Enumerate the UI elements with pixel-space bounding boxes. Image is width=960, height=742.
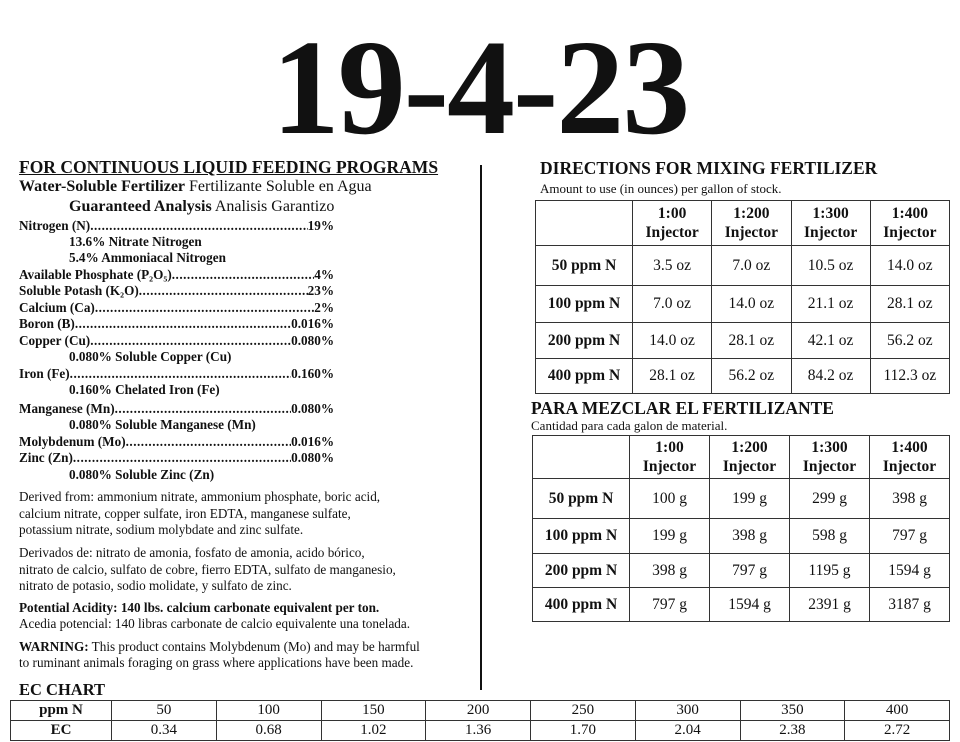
analysis-value: 0.080% — [291, 333, 334, 348]
analysis-en: Guaranteed Analysis — [69, 198, 212, 215]
column-header — [630, 436, 710, 479]
ratio-label: 1:00 — [657, 205, 687, 222]
ppm-cell: 200 — [426, 701, 531, 721]
analysis-row — [69, 250, 384, 266]
ec-cell: 0.68 — [216, 721, 321, 741]
row-label: EC — [11, 721, 112, 741]
amount-cell: 56.2 oz — [712, 359, 791, 394]
amount-cell: 199 g — [630, 519, 710, 554]
row-label: ppm N — [11, 701, 112, 721]
column-header — [712, 201, 791, 246]
dot-leader — [115, 401, 292, 417]
amount-cell: 28.1 oz — [870, 286, 949, 323]
analysis-label: Manganese (Mn) — [19, 401, 115, 416]
ratio-label: 1:00 — [655, 439, 684, 456]
ppm-cell: 250 — [531, 701, 636, 721]
amount-cell: 14.0 oz — [633, 323, 712, 359]
analysis-value: 0.016% — [291, 434, 334, 449]
table-row — [533, 554, 950, 588]
dot-leader — [172, 267, 314, 283]
analysis-value: 0.080% — [291, 450, 334, 465]
ratio-label: 1:200 — [731, 439, 768, 456]
analysis-row — [69, 234, 384, 250]
ppm-cell: 350 — [740, 701, 845, 721]
amount-cell: 797 g — [870, 519, 950, 554]
analysis-row — [19, 283, 334, 299]
analysis-value: 2% — [314, 300, 334, 315]
amount-cell: 56.2 oz — [870, 323, 949, 359]
ec-chart-table — [10, 700, 950, 741]
analysis-row — [19, 267, 334, 283]
analysis-label: 0.080% Soluble Copper (Cu) — [69, 349, 232, 364]
analysis-label: Zinc (Zn) — [19, 450, 73, 465]
amount-cell: 398 g — [870, 479, 950, 519]
warning-label: WARNING: — [19, 639, 89, 654]
row-label: 100 ppm N — [533, 519, 630, 554]
analysis-row — [19, 218, 334, 234]
injector-label: Injector — [724, 224, 779, 241]
ec-cell: 1.02 — [321, 721, 426, 741]
row-label: 200 ppm N — [536, 323, 633, 359]
analysis-label: 0.160% Chelated Iron (Fe) — [69, 382, 220, 397]
column-header — [790, 436, 870, 479]
ppm-cell: 150 — [321, 701, 426, 721]
dot-leader — [139, 283, 308, 299]
amount-cell: 299 g — [790, 479, 870, 519]
analysis-es: Analisis Garantizo — [214, 198, 335, 215]
column-header — [870, 201, 949, 246]
ratio-label: 1:300 — [811, 439, 848, 456]
amount-cell: 14.0 oz — [870, 246, 949, 286]
ec-cell: 2.04 — [635, 721, 740, 741]
subtitle-en: Water-Soluble Fertilizer — [19, 178, 186, 195]
header-row — [536, 201, 950, 246]
mixing-heading-es: PARA MEZCLAR EL FERTILIZANTE — [531, 398, 834, 418]
warning-line-2: to ruminant animals foraging on grass where applications have been made. — [19, 655, 414, 670]
amount-cell: 14.0 oz — [712, 286, 791, 323]
analysis-row — [19, 401, 334, 417]
analysis-row — [69, 467, 384, 483]
warning-text: This product contains Molybdenum (Mo) and may be harmful — [88, 639, 420, 654]
amount-cell: 3187 g — [870, 588, 950, 622]
acidity-en: Potential Acidity: 140 lbs. calcium carbonate equivalent per ton. — [19, 600, 380, 615]
mixing-table-grams — [532, 435, 950, 622]
amount-cell: 3.5 oz — [633, 246, 712, 286]
derived-line: Derived from: ammonium nitrate, ammonium phosphate, boric acid, — [19, 489, 381, 504]
analysis-row — [69, 417, 384, 433]
analysis-label: 0.080% Soluble Manganese (Mn) — [69, 417, 256, 432]
ec-cell: 2.72 — [845, 721, 950, 741]
column-divider — [480, 165, 482, 690]
analysis-label: Molybdenum (Mo) — [19, 434, 126, 449]
mixing-subtitle-es: Cantidad para cada galon de material. — [531, 418, 728, 433]
analysis-label: Boron (B) — [19, 316, 75, 331]
analysis-label: 0.080% Soluble Zinc (Zn) — [69, 467, 215, 482]
amount-cell: 398 g — [630, 554, 710, 588]
analysis-value: 0.160% — [291, 366, 334, 381]
feeding-heading: FOR CONTINUOUS LIQUID FEEDING PROGRAMS — [19, 157, 439, 177]
dot-leader — [90, 333, 291, 349]
analysis-row — [19, 300, 334, 316]
row-label: 200 ppm N — [533, 554, 630, 588]
mixing-subtitle-en: Amount to use (in ounces) per gallon of stock. — [540, 181, 782, 196]
table-row — [533, 479, 950, 519]
ec-cell: 1.36 — [426, 721, 531, 741]
analysis-value: 19% — [307, 218, 334, 233]
analysis-row — [19, 366, 334, 382]
amount-cell: 112.3 oz — [870, 359, 949, 394]
ratio-label: 1:200 — [733, 205, 770, 222]
header-row — [533, 436, 950, 479]
ec-row — [11, 721, 950, 741]
amount-cell: 100 g — [630, 479, 710, 519]
table-row — [536, 359, 950, 394]
analysis-label: 13.6% Nitrate Nitrogen — [69, 234, 202, 249]
ratio-label: 1:400 — [891, 439, 928, 456]
analysis-label: Soluble Potash (K₂O) — [19, 283, 139, 298]
product-subtitle — [19, 178, 372, 196]
analysis-row — [69, 382, 384, 398]
acidity-es: Acedia potencial: 140 libras carbonate de calcio equivalente una tonelada. — [19, 616, 411, 631]
amount-cell: 797 g — [630, 588, 710, 622]
analysis-value: 0.080% — [291, 401, 334, 416]
column-header — [870, 436, 950, 479]
derived-line: Derivados de: nitrato de amonia, fosfato de amonia, acido bórico, — [19, 545, 365, 560]
amount-cell: 28.1 oz — [633, 359, 712, 394]
amount-cell: 84.2 oz — [791, 359, 870, 394]
row-label: 400 ppm N — [533, 588, 630, 622]
ppm-cell: 300 — [635, 701, 740, 721]
injector-label: Injector — [882, 458, 937, 475]
injector-label: Injector — [883, 224, 937, 241]
amount-cell: 7.0 oz — [712, 246, 791, 286]
analysis-value: 23% — [307, 283, 334, 298]
injector-label: Injector — [802, 458, 857, 475]
product-title: 19-4-23 — [271, 13, 689, 163]
analysis-label: Calcium (Ca) — [19, 300, 95, 315]
row-label: 400 ppm N — [536, 359, 633, 394]
injector-label: Injector — [642, 458, 697, 475]
amount-cell: 2391 g — [790, 588, 870, 622]
amount-cell: 42.1 oz — [791, 323, 870, 359]
column-header — [633, 201, 712, 246]
dot-leader — [90, 218, 307, 234]
subtitle-es: Fertilizante Soluble en Agua — [189, 178, 372, 195]
ec-chart-heading: EC CHART — [19, 680, 106, 699]
analysis-heading — [69, 198, 334, 216]
derived-line: calcium nitrate, copper sulfate, iron EDTA, manganese sulfate, — [19, 505, 351, 521]
warning-line-1 — [19, 639, 420, 656]
ppm-cell: 50 — [112, 701, 217, 721]
amount-cell: 10.5 oz — [791, 246, 870, 286]
analysis-label: 5.4% Ammoniacal Nitrogen — [69, 250, 226, 265]
amount-cell: 1594 g — [710, 588, 790, 622]
injector-label: Injector — [803, 224, 858, 241]
analysis-label: Available Phosphate (P₂O₅) — [19, 267, 172, 282]
dot-leader — [126, 434, 292, 450]
amount-cell: 398 g — [710, 519, 790, 554]
amount-cell: 199 g — [710, 479, 790, 519]
ratio-label: 1:300 — [812, 205, 849, 222]
corner-cell — [536, 201, 633, 246]
amount-cell: 1195 g — [790, 554, 870, 588]
analysis-value: 4% — [314, 267, 334, 282]
dot-leader — [70, 366, 291, 382]
column-header — [710, 436, 790, 479]
amount-cell: 797 g — [710, 554, 790, 588]
amount-cell: 1594 g — [870, 554, 950, 588]
analysis-row — [19, 450, 334, 466]
ppm-cell: 100 — [216, 701, 321, 721]
analysis-row — [69, 349, 384, 365]
derived-line: nitrato de calcio, sulfato de cobre, fierro EDTA, sulfato de manganesio, — [19, 561, 396, 577]
dot-leader — [95, 300, 314, 316]
injector-label: Injector — [645, 224, 699, 241]
table-row — [536, 246, 950, 286]
row-label: 50 ppm N — [536, 246, 633, 286]
amount-cell: 28.1 oz — [712, 323, 791, 359]
analysis-label: Copper (Cu) — [19, 333, 91, 348]
amount-cell: 7.0 oz — [633, 286, 712, 323]
ppm-cell: 400 — [845, 701, 950, 721]
table-row — [533, 588, 950, 622]
derived-line: nitrato de potasio, sodio molidate, y sulfato de zinc. — [19, 578, 292, 593]
mixing-table-ounces — [535, 200, 950, 394]
injector-label: Injector — [722, 458, 777, 475]
analysis-row — [19, 333, 334, 349]
table-row — [533, 519, 950, 554]
analysis-row — [19, 434, 334, 450]
amount-cell: 598 g — [790, 519, 870, 554]
corner-cell — [533, 436, 630, 479]
analysis-label: Nitrogen (N) — [19, 218, 91, 233]
ec-cell: 1.70 — [531, 721, 636, 741]
dot-leader — [73, 450, 291, 466]
ratio-label: 1:400 — [891, 205, 928, 222]
analysis-value: 0.016% — [291, 316, 334, 331]
column-header — [791, 201, 870, 246]
row-label: 100 ppm N — [536, 286, 633, 323]
analysis-label: Iron (Fe) — [19, 366, 70, 381]
dot-leader — [75, 316, 291, 332]
ec-cell: 0.34 — [112, 721, 217, 741]
amount-cell: 21.1 oz — [791, 286, 870, 323]
ec-cell: 2.38 — [740, 721, 845, 741]
row-label: 50 ppm N — [533, 479, 630, 519]
derived-line: potassium nitrate, sodium molybdate and zinc sulfate. — [19, 522, 304, 537]
table-row — [536, 286, 950, 323]
table-row — [536, 323, 950, 359]
mixing-heading-en: DIRECTIONS FOR MIXING FERTILIZER — [540, 158, 878, 178]
ppm-row — [11, 701, 950, 721]
analysis-row — [19, 316, 334, 332]
